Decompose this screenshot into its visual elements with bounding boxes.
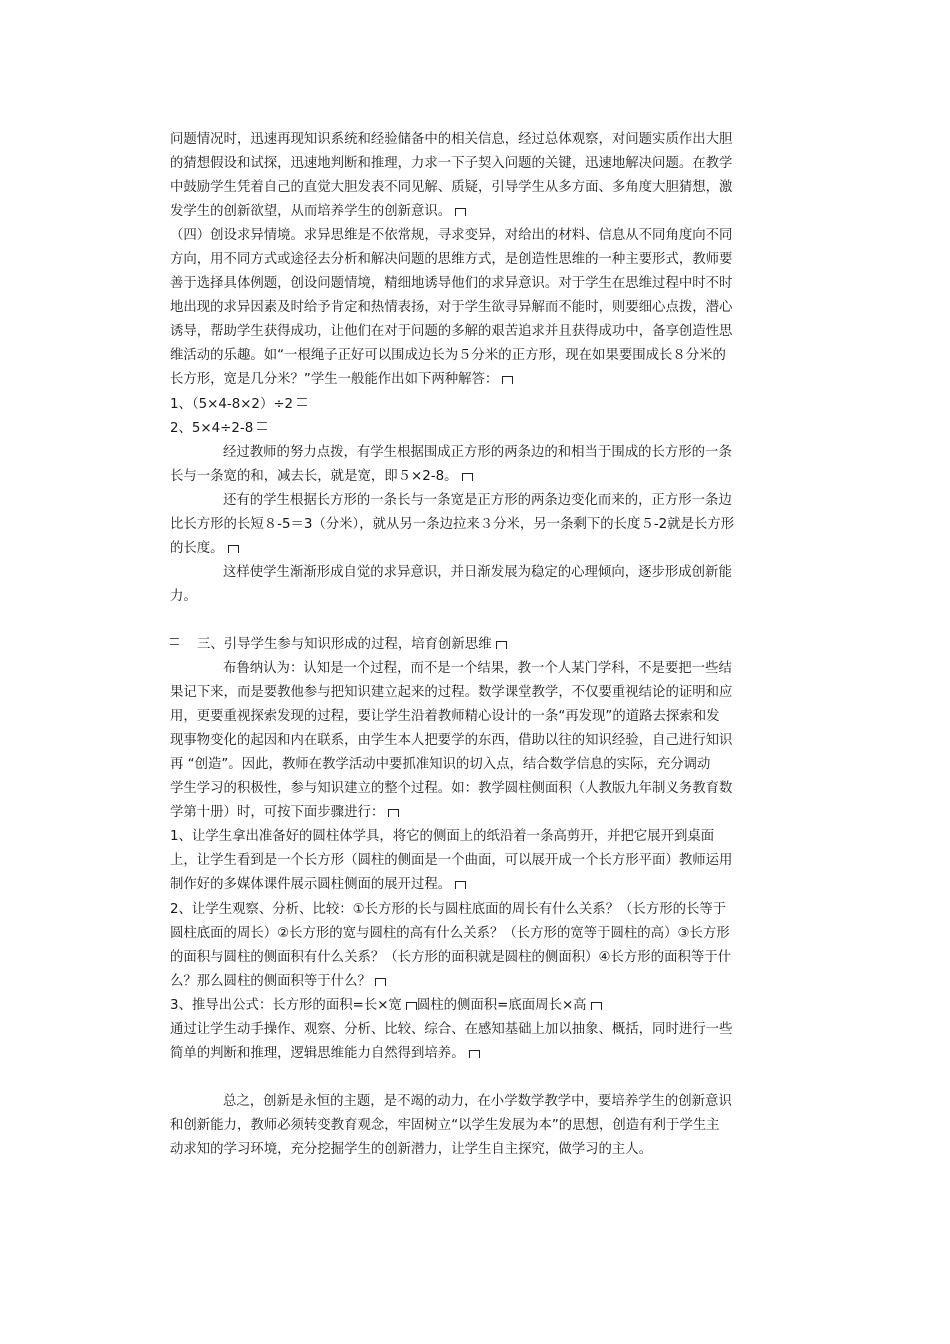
text-line: 这样使学生渐渐形成自觉的求异意识，并日渐发展为稳定的心理倾向，逐步形成创新能 (223, 564, 732, 580)
document-body (170, 128, 785, 1162)
text-line: 上，让学生看到是一个长方形（圆柱的侧面是一个曲面，可以展开成一个长方形平面）教师运用 (170, 853, 733, 869)
formula-line (170, 393, 785, 417)
text-line: 力。 (170, 588, 197, 604)
line-break-icon (170, 638, 179, 645)
text-line: 2、让学生观察、分析、比较：①长方形的长与圆柱底面的周长有什么关系？（长方形的长等于 (170, 901, 727, 917)
text-line (170, 1042, 785, 1066)
text-span: 发学生的创新欲望，从而培养学生的创新意识。 (170, 204, 452, 220)
paragraph-mark-icon (406, 1001, 417, 1010)
text-line (170, 801, 785, 825)
text-line: 善于选择具体例题，创设问题情境，精细地诱导他们的求异意识。对于学生在思维过程中时不时 (170, 276, 733, 292)
text-line: 和创新能力，教师必须转变教育观念，牢固树立“以学生发展为本”的思想，创造有利于学生主 (170, 1117, 720, 1133)
text-line: 总之，创新是永恒的主题，是不竭的动力，在小学数学教学中，要培养学生的创新意识 (223, 1093, 732, 1109)
paragraph-mark-icon (462, 472, 473, 481)
line-break-icon (257, 422, 267, 430)
paragraph-mark-icon (228, 544, 239, 553)
text-span: 学第十册）时，可按下面步骤进行： (170, 805, 385, 821)
text-line: 学生学习的积极性，参与知识建立的整个过程。如：教学圆柱侧面积（人教版九年制义务教育数 (170, 781, 733, 797)
paragraph-mark-icon (469, 1049, 480, 1058)
text-line: 还有的学生根据长方形的一条长与一条宽是正方形的两条边变化而来的，正方形一条边 (223, 492, 732, 508)
text-span: 简单的判断和推理，逻辑思维能力自然得到培养。 (170, 1045, 465, 1061)
text-line: 动求知的学习环境，充分挖掘学生的创新潜力，让学生自主探究，做学习的主人。 (170, 1141, 653, 1157)
text-line (170, 873, 785, 897)
text-line: 维活动的乐趣。如“一根绳子正好可以围成边长为５分米的正方形，现在如果要围成长８分米的 (170, 348, 726, 364)
text-line (170, 970, 785, 994)
text-line: 圆柱底面的周长）②长方形的宽与圆柱的高有什么关系？（长方形的宽等于圆柱的高）③长方形 (170, 925, 730, 941)
paragraph-mark-icon (591, 1001, 602, 1010)
text-line: 1、让学生拿出准备好的圆柱体学具，将它的侧面上的纸沿着一条高剪开，并把它展开到桌面 (170, 829, 715, 845)
text-line: 布鲁纳认为：认知是一个过程，而不是一个结果，教一个人某门学科，不是要把一些结 (223, 661, 732, 677)
text-line: 方向，用不同方式或途径去分析和解决问题的思维方式，是创造性思维的一种主要形式，教师要 (170, 252, 733, 268)
paragraph-mark-icon (502, 375, 513, 384)
formula-line (170, 417, 785, 441)
text-span: 长与一条宽的和，减去长，就是宽，即５×2-8。 (170, 468, 458, 484)
text-span: 么？那么圆柱的侧面积等于什么？ (170, 973, 371, 989)
text-line: 果记下来，而是要教他参与把知识建立起来的过程。数学课堂教学，不仅要重视结论的证明和应 (170, 685, 733, 701)
text-span: 长方形，宽是几分米？”学生一般能作出如下两种解答： (170, 372, 499, 388)
text-span: 三、引导学生参与知识形成的过程，培育创新思维 (197, 636, 492, 652)
text-line: （四）创设求异情境。求异思维是不依常规，寻求变异，对给出的材料、信息从不同角度向不同 (170, 228, 733, 244)
text-line: 比长方形的长短８-5＝3（分米），就从另一条边拉来３分米，另一条剩下的长度５-2就是长方形 (170, 516, 735, 532)
blank-line (170, 1066, 785, 1090)
text-line: 中鼓励学生凭着自己的直觉大胆发表不同见解、质疑，引导学生从多方面、多角度大胆猜想，激 (170, 180, 733, 196)
paragraph-mark-icon (496, 640, 507, 649)
section-heading (170, 633, 785, 657)
text-line: 通过让学生动手操作、观察、分析、比较、综合、在感知基础上加以抽象、概括，同时进行一些 (170, 1021, 733, 1037)
text-span: 的长度。 (170, 540, 224, 556)
paragraph-mark-icon (388, 808, 399, 817)
text-line: 经过教师的努力点拨，有学生根据围成正方形的两条边的和相当于围成的长方形的一条 (223, 444, 732, 460)
text-line: 再 “创造”。因此，教师在教学活动中要抓准知识的切入点，结合数学信息的实际，充分调动 (170, 757, 711, 773)
text-span: 圆柱的侧面积=底面周长×高 (416, 997, 587, 1013)
text-line: 的面积与圆柱的侧面积有什么关系？（长方形的面积就是圆柱的侧面积）④长方形的面积等于什 (170, 949, 732, 965)
paragraph-mark-icon (455, 880, 466, 889)
line-break-icon (297, 398, 307, 406)
text-line: 问题情况时，迅速再现知识系统和经验储备中的相关信息，经过总体观察，对问题实质作出大胆 (170, 132, 733, 147)
text-line (170, 994, 785, 1018)
text-line (170, 465, 785, 489)
text-span: 3、推导出公式：长方形的面积=长×宽 (170, 997, 402, 1013)
text-line (170, 537, 785, 561)
text-line: 现事物变化的起因和内在联系，由学生本人把要学的东西，借助以往的知识经验，自己进行知识 (170, 733, 733, 749)
text-line (170, 368, 785, 392)
text-span: 制作好的多媒体课件展示圆柱侧面的展开过程。 (170, 877, 452, 893)
paragraph-mark-icon (455, 207, 466, 216)
text-line (170, 200, 785, 224)
text-line: 地出现的求异因素及时给予肯定和热情表扬，对于学生欲寻异解而不能时，则要细心点拨，潜心 (170, 300, 733, 316)
text-span: 1、（5×4-8×2）÷2 (170, 396, 294, 412)
blank-line (170, 609, 785, 633)
text-line: 用，更要重视探索发现的过程，要让学生沿着教师精心设计的一条“再发现”的道路去探索和发 (170, 709, 720, 725)
text-span: 2、5×4÷2-8 (170, 420, 254, 436)
text-line: 诱导，帮助学生获得成功，让他们在对于问题的多解的艰苦追求并且获得成功中，备享创造性思 (170, 324, 733, 340)
text-line: 的猜想假设和试探，迅速地判断和推理，力求一下子契入问题的关键，迅速地解决问题。在教学 (170, 156, 733, 172)
paragraph-mark-icon (375, 977, 386, 986)
